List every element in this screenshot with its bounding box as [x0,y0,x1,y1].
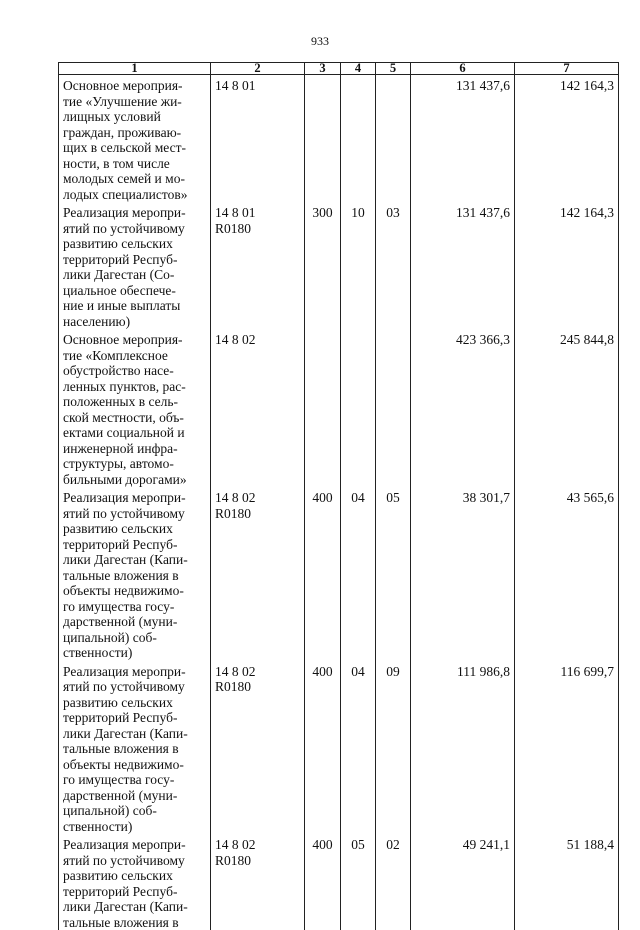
row-name-line: Основное мероприя- [63,78,206,94]
row-name-line: структуры, автомо- [63,456,206,472]
row-value6-cell: 131 437,6 [411,202,515,329]
page-number: 933 [0,34,640,49]
column-header: 1 [59,63,211,75]
row-name-line: молодых семей и мо- [63,171,206,187]
row-col4-cell: 10 [341,202,376,329]
row-name-line: лики Дагестан (Капи- [63,726,206,742]
header-row [59,63,619,75]
row-name-line: ности, в том числе [63,156,206,172]
row-name-line: лищных условий [63,109,206,125]
row-name-line: территорий Респуб- [63,537,206,553]
row-col3-cell [305,329,341,487]
row-name-line: ятий по устойчивому [63,506,206,522]
row-col5-cell: 09 [376,661,411,835]
row-col3-cell: 300 [305,202,341,329]
row-value7-cell: 51 188,4 [515,834,619,930]
row-name-line: тие «Улучшение жи- [63,94,206,110]
column-header: 3 [305,63,341,75]
row-name-line: ектами социальной и [63,425,206,441]
row-value6-cell: 38 301,7 [411,487,515,661]
row-name-line: ственности) [63,819,206,835]
row-name-line: лодых специалистов» [63,187,206,203]
row-name-line: ятий по устойчивому [63,853,206,869]
column-header: 5 [376,63,411,75]
row-name-line: лики Дагестан (Капи- [63,552,206,568]
row-code-cell [211,661,305,835]
table-row [59,75,619,203]
row-name-line: Реализация меропри- [63,205,206,221]
row-name-line: ние и иные выплаты [63,298,206,314]
row-name-cell [59,75,211,203]
row-name-line: инженерной инфра- [63,441,206,457]
row-name-line: дарственной (муни- [63,614,206,630]
row-value7-cell: 142 164,3 [515,75,619,203]
row-name-line: Реализация меропри- [63,837,206,853]
row-name-line: тальные вложения в [63,568,206,584]
row-value6-cell: 111 986,8 [411,661,515,835]
row-name-line: граждан, проживаю- [63,125,206,141]
row-name-line: положенных в сель- [63,394,206,410]
row-value7-cell: 142 164,3 [515,202,619,329]
row-col4-cell: 04 [341,661,376,835]
row-col5-cell: 02 [376,834,411,930]
table-row [59,202,619,329]
row-col5-cell: 05 [376,487,411,661]
row-name-line: циальное обеспече- [63,283,206,299]
table-row [59,329,619,487]
row-name-line: населению) [63,314,206,330]
row-name-cell [59,487,211,661]
row-value7-cell: 245 844,8 [515,329,619,487]
row-code-line: 14 8 02 [215,490,300,506]
table-body [59,75,619,930]
row-code-line: 14 8 01 [215,78,300,94]
row-name-line: го имущества госу- [63,772,206,788]
table-row [59,487,619,661]
row-name-line: ской местности, объ- [63,410,206,426]
row-code-line: 14 8 02 [215,664,300,680]
row-name-line: ственности) [63,645,206,661]
column-header: 4 [341,63,376,75]
row-name-line: территорий Респуб- [63,710,206,726]
row-col4-cell [341,75,376,203]
row-col5-cell [376,75,411,203]
budget-table [58,62,619,930]
column-header: 7 [515,63,619,75]
row-name-line: ципальной) соб- [63,803,206,819]
row-name-line: объекты недвижимо- [63,583,206,599]
row-name-line: Реализация меропри- [63,490,206,506]
row-value7-cell: 43 565,6 [515,487,619,661]
row-code-cell [211,834,305,930]
row-col5-cell [376,329,411,487]
row-name-line: ятий по устойчивому [63,221,206,237]
row-name-line: территорий Респуб- [63,252,206,268]
row-col3-cell: 400 [305,487,341,661]
row-code-line: 14 8 02 [215,837,300,853]
row-code-cell [211,75,305,203]
row-name-line: ятий по устойчивому [63,679,206,695]
row-name-line: объекты недвижимо- [63,757,206,773]
row-name-cell [59,202,211,329]
row-name-cell [59,661,211,835]
row-code-line: 14 8 02 [215,332,300,348]
row-col3-cell: 400 [305,834,341,930]
row-code-cell [211,202,305,329]
row-name-line: ципальной) соб- [63,630,206,646]
row-name-line: бильными дорогами» [63,472,206,488]
row-code-line: 14 8 01 [215,205,300,221]
row-name-line: тальные вложения в [63,741,206,757]
row-value6-cell: 49 241,1 [411,834,515,930]
row-value6-cell: 423 366,3 [411,329,515,487]
row-name-line: тие «Комплексное [63,348,206,364]
row-name-line: развитию сельских [63,521,206,537]
row-col5-cell: 03 [376,202,411,329]
row-col3-cell: 400 [305,661,341,835]
row-code-cell [211,487,305,661]
row-name-line: развитию сельских [63,695,206,711]
row-name-cell [59,834,211,930]
row-name-line: щих в сельской мест- [63,140,206,156]
row-value6-cell: 131 437,6 [411,75,515,203]
row-name-cell [59,329,211,487]
column-header: 6 [411,63,515,75]
row-name-line: лики Дагестан (Со- [63,267,206,283]
row-code-line: R0180 [215,679,300,695]
row-col3-cell [305,75,341,203]
row-col4-cell [341,329,376,487]
table-row [59,661,619,835]
table-row [59,834,619,930]
row-name-line: Основное мероприя- [63,332,206,348]
row-name-line: обустройство насе- [63,363,206,379]
row-code-line: R0180 [215,221,300,237]
row-col4-cell: 04 [341,487,376,661]
row-code-line: R0180 [215,506,300,522]
row-name-line: развитию сельских [63,868,206,884]
row-name-line: лики Дагестан (Капи- [63,899,206,915]
row-name-line: тальные вложения в [63,915,206,930]
row-name-line: дарственной (муни- [63,788,206,804]
row-name-line: го имущества госу- [63,599,206,615]
row-name-line: развитию сельских [63,236,206,252]
row-col4-cell: 05 [341,834,376,930]
row-name-line: Реализация меропри- [63,664,206,680]
row-name-line: территорий Респуб- [63,884,206,900]
row-value7-cell: 116 699,7 [515,661,619,835]
row-name-line: ленных пунктов, рас- [63,379,206,395]
row-code-line: R0180 [215,853,300,869]
row-code-cell [211,329,305,487]
column-header: 2 [211,63,305,75]
